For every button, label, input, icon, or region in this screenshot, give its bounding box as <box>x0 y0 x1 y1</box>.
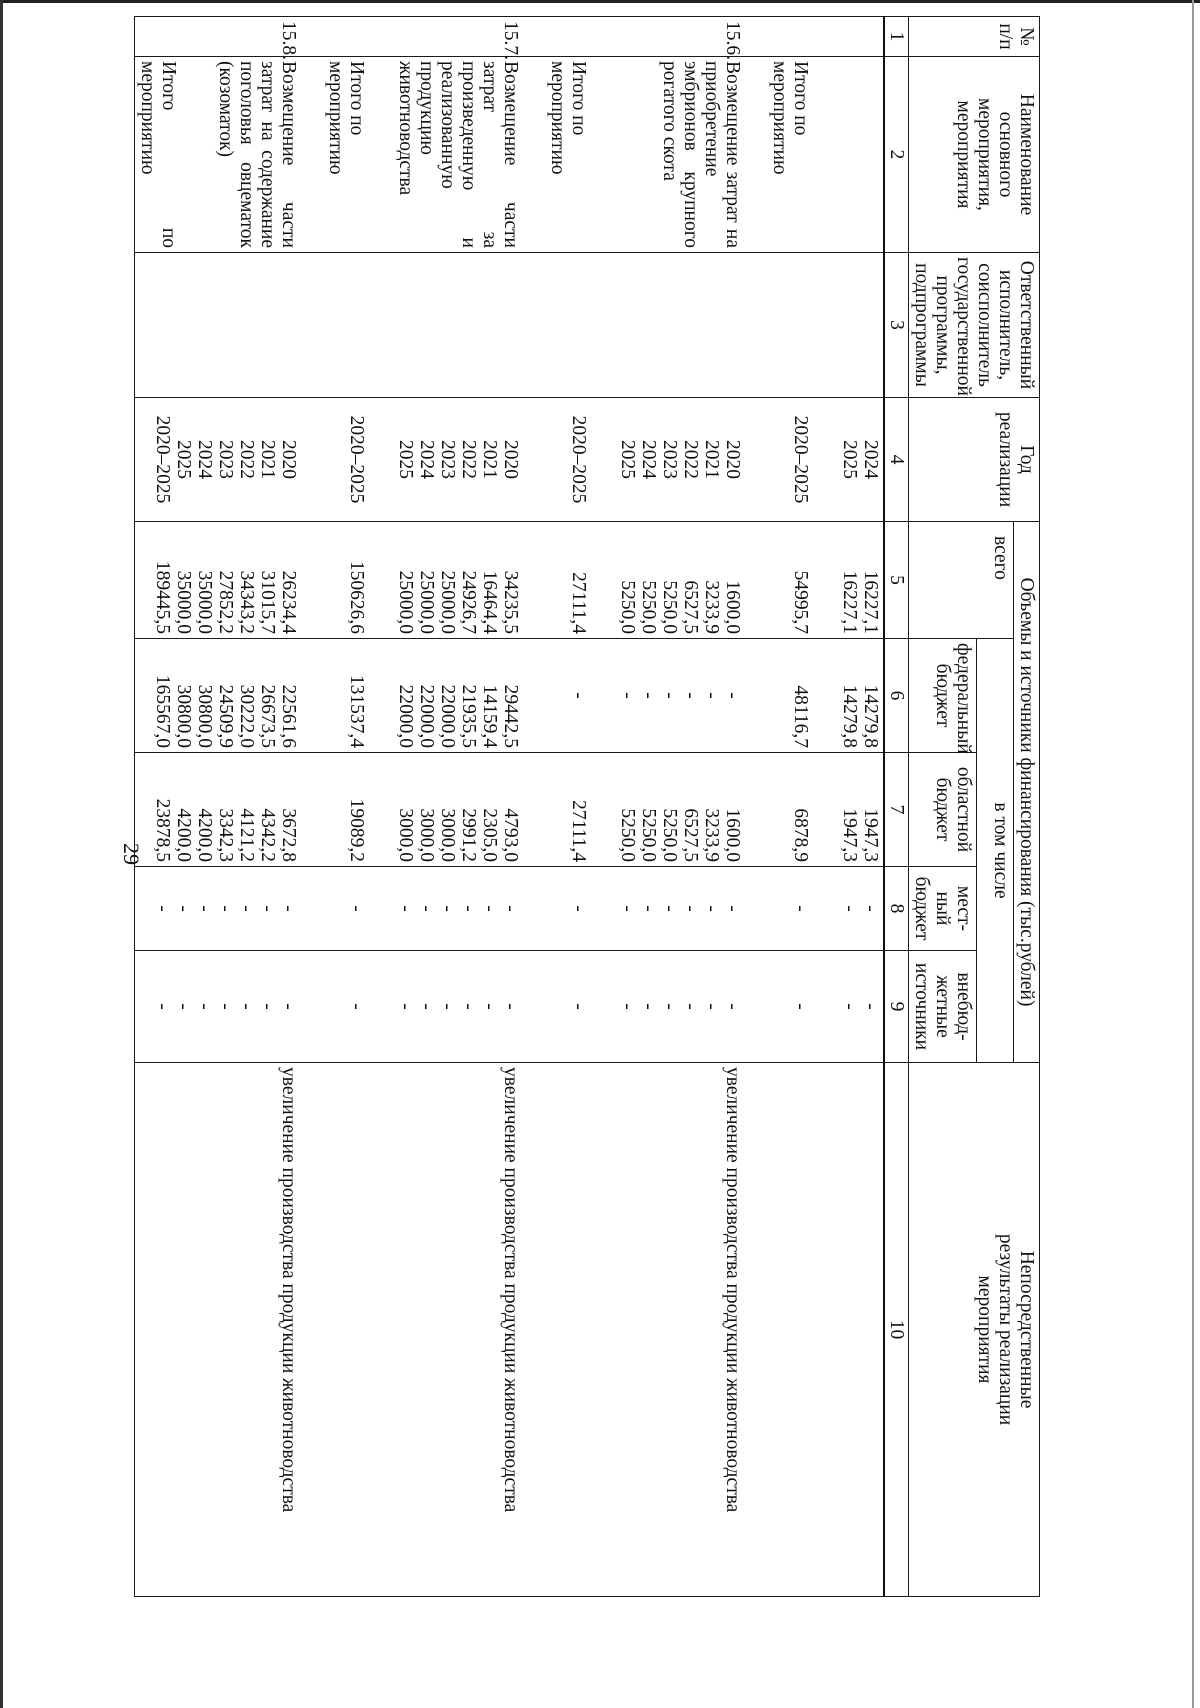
column-number: 1 <box>884 17 909 57</box>
year-list: 2024 2025 <box>837 398 884 522</box>
column-number: 2 <box>884 57 909 253</box>
summary-years: 2020–2025 <box>767 398 837 522</box>
local-values: - - - - - - <box>393 867 545 951</box>
header-federal: федеральный бюджет <box>909 639 977 753</box>
row-number: 15.7. <box>393 17 545 57</box>
regional-values: 4793,0 2305,0 2991,2 3000,0 3000,0 3000,0 <box>393 753 545 867</box>
row-number: 15.6. <box>615 17 767 57</box>
result-text: увеличение производства продукции животноводства <box>135 1063 324 1597</box>
header-including: в том числе <box>977 639 1014 1063</box>
total-values: 26234,4 31015,7 34343,2 27852,2 35000,0 35000,0 189445,5 <box>135 522 324 639</box>
executor <box>615 253 767 398</box>
local-values: - - - - - - - <box>135 867 324 951</box>
executor <box>393 253 545 398</box>
federal-values: 14279,8 14279,8 <box>837 639 884 753</box>
summary-label: Итого по мероприятию <box>137 61 179 248</box>
summary-row <box>545 17 615 1597</box>
summary-offbudget: - <box>545 951 615 1063</box>
summary-regional: 27111,4 <box>545 753 615 867</box>
row-number <box>837 17 884 57</box>
table-row <box>393 17 545 1597</box>
header-executor: Ответственный исполнитель, соисполнитель государственной программы, подпрограммы <box>909 253 1040 398</box>
header-local: мест- ный бюджет <box>909 867 977 951</box>
total-values: 1600,0 3233,9 6527,5 5250,0 5250,0 5250,0 <box>615 522 767 639</box>
column-number: 6 <box>884 639 909 753</box>
summary-row <box>323 17 393 1597</box>
offbudget-values: - - <box>837 951 884 1063</box>
regional-values: 1600,0 3233,9 6527,5 5250,0 5250,0 5250,0 <box>615 753 767 867</box>
column-number: 8 <box>884 867 909 951</box>
regional-values: 1947,3 1947,3 <box>837 753 884 867</box>
summary-federal: 48116,7 <box>767 639 837 753</box>
summary-offbudget: - <box>767 951 837 1063</box>
summary-local: - <box>767 867 837 951</box>
column-number: 9 <box>884 951 909 1063</box>
table-row <box>837 17 884 1597</box>
summary-total: 150626,6 <box>323 522 393 639</box>
column-number: 7 <box>884 753 909 867</box>
year-list: 2020 2021 2022 2023 2024 2025 <box>393 398 545 522</box>
offbudget-values: - - - - - - <box>615 951 767 1063</box>
summary-label: Итого по мероприятию <box>323 57 393 253</box>
header-results: Непосредственные результаты реализации мероприятия <box>909 1063 1040 1597</box>
regional-values: 3672,8 4342,2 4121,2 3342,3 4200,0 4200,0 23878,5 <box>135 753 324 867</box>
federal-values: 22561,6 26673,5 30222,0 24509,9 30800,0 30800,0 165567,0 <box>135 639 324 753</box>
summary-federal: - <box>545 639 615 753</box>
summary-total: 54995,7 <box>767 522 837 639</box>
summary-regional: 19089,2 <box>323 753 393 867</box>
result-text: увеличение производства продукции животноводства <box>615 1063 767 1597</box>
year-list: 2020 2021 2022 2023 2024 2025 2020–2025 <box>135 398 324 522</box>
header-regional: областной бюджет <box>909 753 977 867</box>
summary-label: Итого по мероприятию <box>545 57 615 253</box>
page-number: 29 <box>119 843 144 865</box>
federal-values: - - - - - - <box>615 639 767 753</box>
column-number: 4 <box>884 398 909 522</box>
local-values: - - <box>837 867 884 951</box>
summary-local: - <box>545 867 615 951</box>
total-values: 34235,5 16464,4 24926,7 25000,0 25000,0 25000,0 <box>393 522 545 639</box>
column-number: 3 <box>884 253 909 398</box>
header-finance: Объемы и источники финансирования (тыс.рублей) <box>1014 522 1040 1063</box>
executor <box>135 253 324 398</box>
summary-years: 2020–2025 <box>323 398 393 522</box>
summary-offbudget: - <box>323 951 393 1063</box>
result-text <box>837 1063 884 1597</box>
header-year: Год реализации <box>909 398 1040 522</box>
header-name: Наименование основного мероприятия, мероприятия <box>909 57 1040 253</box>
table-row <box>135 17 324 1597</box>
header-total: всего <box>909 522 1014 639</box>
column-number: 5 <box>884 522 909 639</box>
financing-table <box>134 16 1040 1597</box>
measure-name-text: Возмещение части затрат на содержание поголовья овцематок (козоматок) <box>215 61 299 248</box>
local-values: - - - - - - <box>615 867 767 951</box>
row-number: 15.8. <box>135 17 324 57</box>
measure-name: Возмещение части затрат за произведенную и реализованную продукцию животноводства <box>393 57 545 253</box>
summary-label: Итого по мероприятию <box>767 57 837 253</box>
offbudget-values: - - - - - - <box>393 951 545 1063</box>
result-text: увеличение производства продукции животноводства <box>393 1063 545 1597</box>
header-number: № п/п <box>909 17 1040 57</box>
column-number: 10 <box>884 1063 909 1597</box>
offbudget-values: - - - - - - - <box>135 951 324 1063</box>
summary-row <box>767 17 837 1597</box>
total-values: 16227,1 16227,1 <box>837 522 884 639</box>
measure-name <box>135 57 324 253</box>
measure-name <box>837 57 884 253</box>
executor <box>837 253 884 398</box>
measure-name: Возмещение затрат на приобретение эмбрионов крупного рогатого скота <box>615 57 767 253</box>
table-row <box>615 17 767 1597</box>
column-number-row <box>884 17 909 1597</box>
summary-regional: 6878,9 <box>767 753 837 867</box>
federal-values: 29442,5 14159,4 21935,5 22000,0 22000,0 22000,0 <box>393 639 545 753</box>
summary-years: 2020–2025 <box>545 398 615 522</box>
summary-local: - <box>323 867 393 951</box>
year-list: 2020 2021 2022 2023 2024 2025 <box>615 398 767 522</box>
summary-total: 27111,4 <box>545 522 615 639</box>
summary-federal: 131537,4 <box>323 639 393 753</box>
header-offbudget: внебюд- жетные источники <box>909 951 977 1063</box>
